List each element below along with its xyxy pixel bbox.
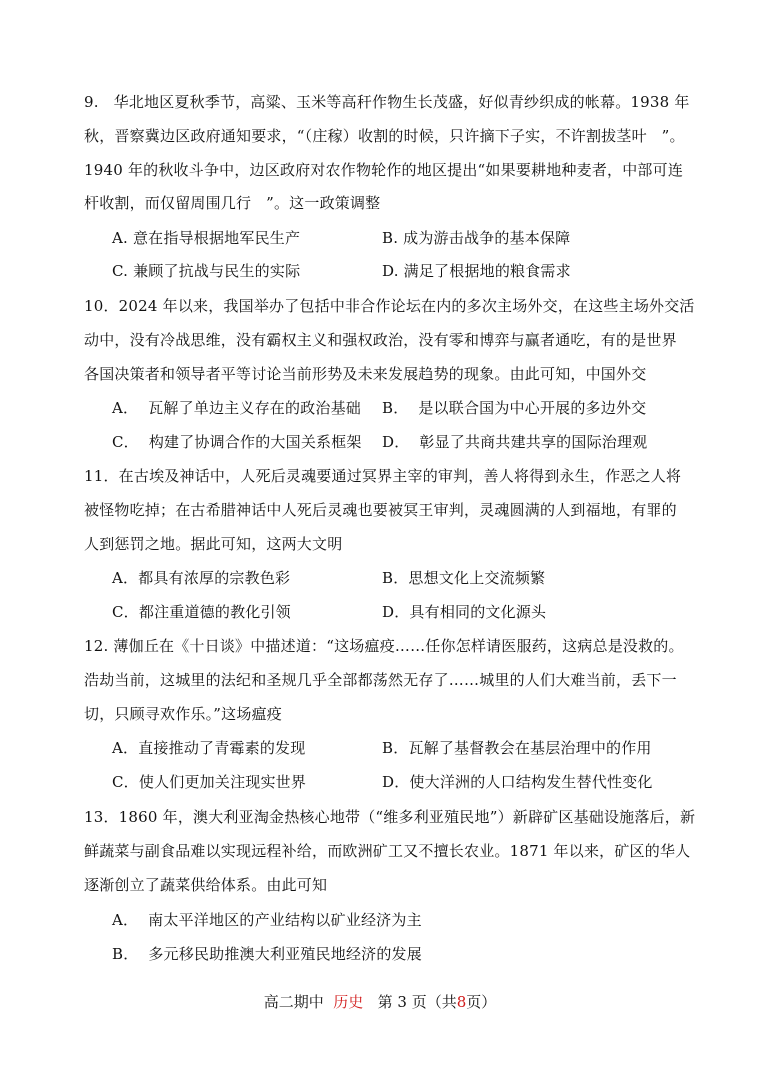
q13-option-b: B． 多元移民助推澳大利亚殖民地经济的发展 [112, 945, 422, 963]
q9-option-c: C. 兼顾了抗战与民生的实际 [112, 262, 301, 280]
q13-stem-line-3: 逐渐创立了蔬菜供给体系。由此可知 [84, 876, 328, 894]
q9-option-a: A. 意在指导根据地军民生产 [112, 229, 301, 247]
q11-stem-line-2: 被怪物吃掉；在古希腊神话中人死后灵魂也要被冥王审判，灵魂圆满的人到福地，有罪的 [84, 501, 677, 519]
footer-page-mid: 页（共 [411, 993, 457, 1011]
q13-stem-line-2: 鲜蔬菜与副食品难以实现远程补给，而欧洲矿工又不擅长农业。1871 年以来，矿区的华人 [84, 842, 691, 860]
footer-subject: 历史 [333, 993, 364, 1011]
q10-option-d: D． 彰显了共商共建共享的国际治理观 [382, 433, 648, 451]
q12-stem-line-1: 12. 薄伽丘在《十日谈》中描述道：“这场瘟疫……任你怎样请医服药，这病总是没救的。 [84, 637, 684, 655]
q10-stem-line-3: 各国决策者和领导者平等讨论当前形势及未来发展趋势的现象。由此可知，中国外交 [84, 365, 647, 383]
footer-total-pages: 8 [456, 993, 467, 1011]
footer-page-number: 3 [397, 993, 407, 1011]
q10-option-c: C． 构建了协调合作的大国关系框架 [112, 433, 362, 451]
q9-stem-line-2: 秋，晋察冀边区政府通知要求，“（庄稼）收割的时候，只许摘下子实，不许割拔茎叶 ”。 [84, 127, 685, 145]
q9-stem-line-4: 杆收割，而仅留周围几行 ”。这一政策调整 [84, 194, 381, 212]
footer-page-prefix: 第 [377, 993, 393, 1011]
q10-option-a: A． 瓦解了单边主义存在的政治基础 [112, 399, 361, 417]
page-footer [0, 992, 760, 1012]
q11-stem-line-1: 11．在古埃及神话中，人死后灵魂要通过冥界主宰的审判，善人将得到永生，作恶之人将 [84, 467, 682, 485]
q12-option-b: B．瓦解了基督教会在基层治理中的作用 [382, 739, 652, 757]
q12-stem-line-2: 浩劫当前，这城里的法纪和圣规几乎全部都荡然无存了……城里的人们大难当前，丢下一 [84, 671, 677, 689]
q9-stem-line-1: 9. 华北地区夏秋季节，高粱、玉米等高秆作物生长茂盛，好似青纱织成的帐幕。1938 年 [84, 93, 690, 111]
q11-option-b: B．思想文化上交流频繁 [382, 569, 546, 587]
q10-stem-line-2: 动中，没有冷战思维，没有霸权主义和强权政治，没有零和博弈与赢者通吃，有的是世界 [84, 331, 677, 349]
q12-stem-line-3: 切，只顾寻欢作乐。”这场瘟疫 [84, 705, 282, 723]
q13-option-a: A． 南太平洋地区的产业结构以矿业经济为主 [112, 911, 422, 929]
q9-stem-line-3: 1940 年的秋收斗争中，边区政府对农作物轮作的地区提出“如果要耕地种麦者，中部可连 [84, 161, 684, 179]
q11-option-d: D．具有相同的文化源头 [382, 603, 547, 621]
footer-grade: 高二期中 [263, 993, 324, 1011]
q12-option-a: A．直接推动了青霉素的发现 [112, 739, 306, 757]
q9-option-b: B. 成为游击战争的基本保障 [382, 229, 571, 247]
q13-stem-line-1: 13．1860 年，澳大利亚淘金热核心地带（“维多利亚殖民地”）新辟矿区基础设施落后，新 [84, 808, 696, 826]
q11-option-a: A．都具有浓厚的宗教色彩 [112, 569, 291, 587]
q10-stem-line-1: 10．2024 年以来，我国举办了包括中非合作论坛在内的多次主场外交，在这些主场外交活 [84, 297, 695, 315]
footer-page-suffix: 页） [466, 993, 497, 1011]
q10-option-b: B． 是以联合国为中心开展的多边外交 [382, 399, 647, 417]
q11-stem-line-3: 人到惩罚之地。据此可知，这两大文明 [84, 535, 343, 553]
q12-option-c: C．使人们更加关注现实世界 [112, 773, 307, 791]
q11-option-c: C．都注重道德的教化引领 [112, 603, 291, 621]
q12-option-d: D．使大洋洲的人口结构发生替代性变化 [382, 773, 653, 791]
q9-option-d: D. 满足了根据地的粮食需求 [382, 262, 571, 280]
